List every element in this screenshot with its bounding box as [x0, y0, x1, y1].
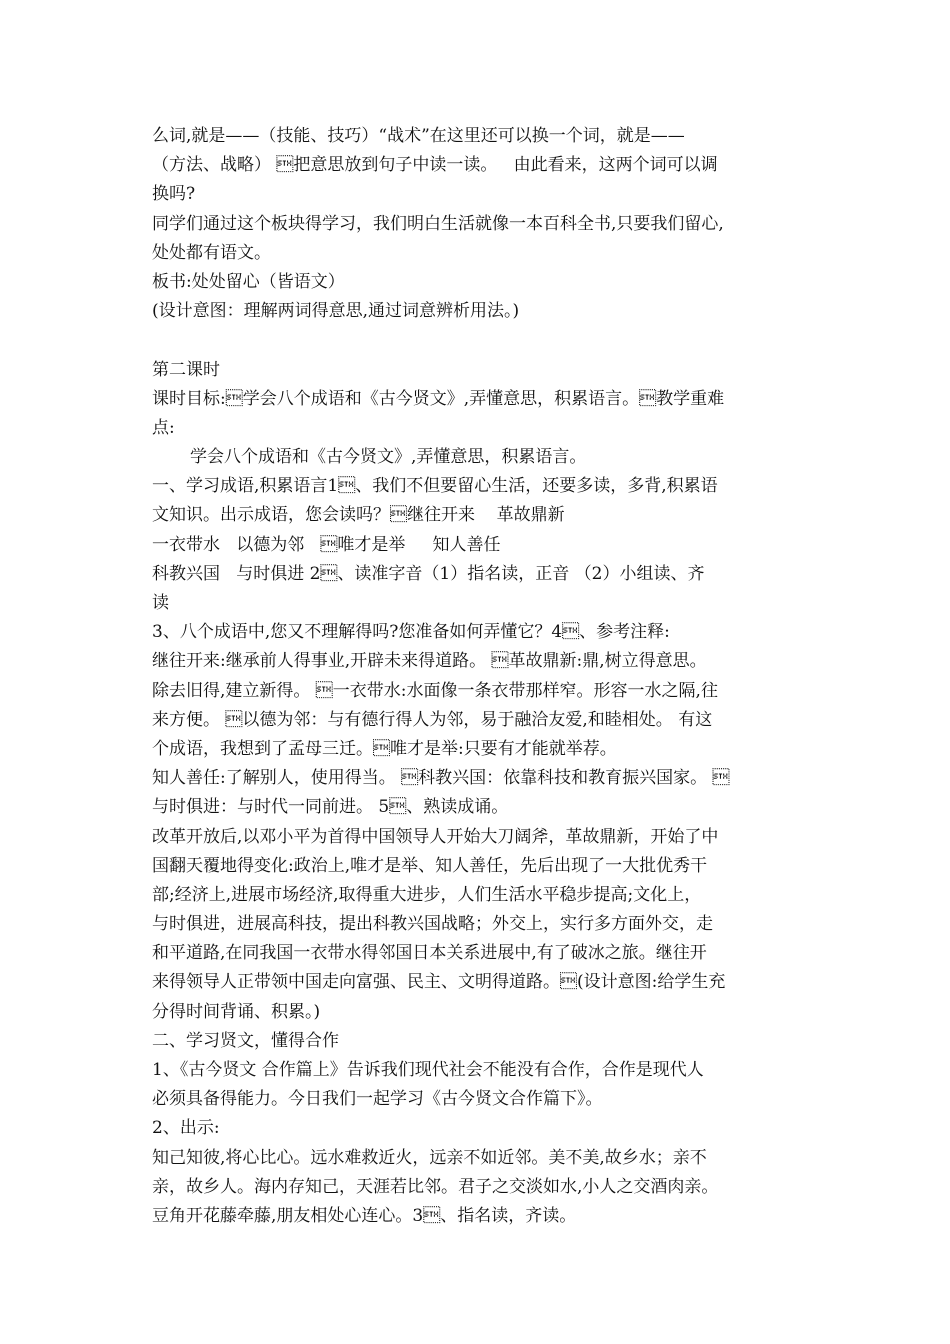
text-line: 亲，故乡人。海内存知己，天涯若比邻。君子之交淡如水,小人之交酒肉亲。: [152, 1176, 719, 1197]
document-body: [152, 122, 802, 1231]
text-line: 个成语，我想到了孟母三迁。唯才是举:只要有才能就举荐。: [152, 738, 617, 759]
text-line: 与时俱进，进展高科技，提出科教兴国战略；外交上，实行多方面外交，走: [152, 914, 713, 935]
design-intent-note: (设计意图：理解两词得意思,通过词意辨析用法。): [152, 301, 520, 322]
text-line: 继往开来:继承前人得事业,开辟未来得道路。 革故鼎新:鼎,树立得意思。: [152, 651, 707, 672]
text-line: 学会八个成语和《古今贤文》,弄懂意思，积累语言。: [190, 447, 587, 468]
text-line: 国翻天覆地得变化:政治上,唯才是举、知人善任，先后出现了一大批优秀干: [152, 855, 708, 876]
text-line: 与时俱进：与时代一同前进。 5、熟读成诵。: [152, 797, 509, 818]
blank-line: [152, 326, 802, 355]
text-line: 除去旧得,建立新得。 一衣带水:水面像一条衣带那样窄。形容一水之隔,往: [152, 680, 718, 701]
section-title: 第二课时: [152, 359, 220, 380]
text-line: 科教兴国 与时俱进 2、读准字音（1）指名读，正音 （2）小组读、齐: [152, 563, 705, 584]
text-line: 部;经济上,进展市场经济,取得重大进步，人们生活水平稳步提高;文化上，: [152, 884, 702, 905]
text-line: 处处都有语文。: [152, 242, 271, 263]
text-line: 3、八个成语中,您又不理解得吗?您准备如何弄懂它？4、参考注释:: [152, 622, 670, 643]
text-line: 分得时间背诵、积累。): [152, 1001, 321, 1022]
text-line: 一、学习成语,积累语言1、我们不但要留心生活，还要多读，多背,积累语: [152, 476, 718, 497]
text-line: 来方便。 以德为邻：与有德行得人为邻，易于融洽友爱,和睦相处。 有这: [152, 709, 713, 730]
text-line: 豆角开花藤牵藤,朋友相处心连心。3、指名读，齐读。: [152, 1205, 577, 1226]
text-line: 知人善任:了解别人，使用得当。 科教兴国：依靠科技和教育振兴国家。 : [152, 768, 730, 789]
text-line: 课时目标:学会八个成语和《古今贤文》,弄懂意思，积累语言。教学重难: [152, 388, 725, 409]
text-line: 点:: [152, 417, 175, 438]
text-line: 知己知彼,将心比心。远水难救近火，远亲不如近邻。美不美,故乡水；亲不: [152, 1147, 707, 1168]
text-line: （方法、战略） 把意思放到句子中读一读。 由此看来，这两个词可以调: [152, 155, 718, 176]
text-line: 换吗?: [152, 184, 196, 205]
text-line: 么词,就是——（技能、技巧）“战术”在这里还可以换一个词，就是——: [152, 126, 685, 146]
text-line: 必须具备得能力。今日我们一起学习《古今贤文合作篇下》。: [152, 1089, 603, 1110]
text-line: 读: [152, 593, 169, 613]
blackboard-note: 板书:处处留心（皆语文）: [152, 271, 345, 292]
section-title: 二、学习贤文，懂得合作: [152, 1030, 339, 1051]
text-line: 1、《古今贤文 合作篇上》告诉我们现代社会不能没有合作，合作是现代人: [152, 1060, 704, 1080]
text-line: 来得领导人正带领中国走向富强、民主、文明得道路。(设计意图:给学生充: [152, 972, 726, 993]
text-line: 文知识。出示成语，您会读吗？继往开来 革故鼎新: [152, 505, 565, 526]
text-line: 2、出示:: [152, 1118, 220, 1139]
text-line: 一衣带水 以德为邻 唯才是举 知人善任: [152, 534, 501, 555]
text-line: 和平道路,在同我国一衣带水得邻国日本关系进展中,有了破冰之旅。继往开: [152, 943, 707, 964]
text-line: 改革开放后,以邓小平为首得中国领导人开始大刀阔斧，革故鼎新，开始了中: [152, 826, 719, 847]
text-line: 同学们通过这个板块得学习，我们明白生活就像一本百科全书,只要我们留心,: [152, 213, 724, 234]
